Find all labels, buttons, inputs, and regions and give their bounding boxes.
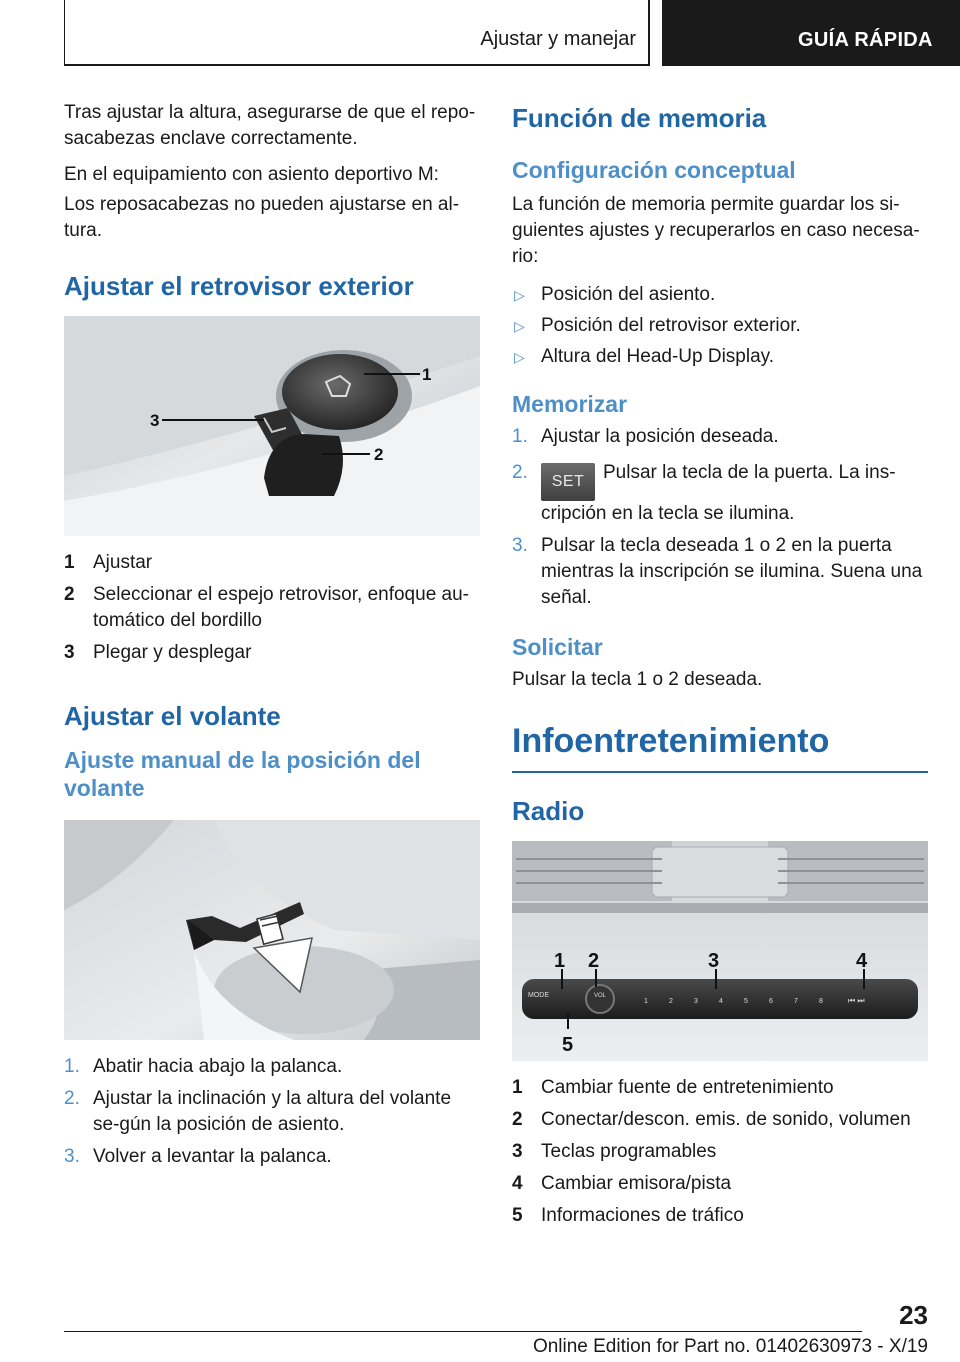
list-item: 1. Abatir hacia abajo la palanca. <box>64 1056 343 1077</box>
svg-text:⏮ ⏭: ⏮ ⏭ <box>848 996 865 1005</box>
bullet-triangle-icon: ▷ <box>514 349 525 365</box>
wheel-heading: Ajustar el volante <box>64 701 281 731</box>
radio-preset-1: 1 <box>644 998 648 1005</box>
radio-mode-label: MODE <box>528 992 549 999</box>
footer-edition: Online Edition for Part no. 01402630973 - X/19 <box>532 1336 928 1357</box>
section-title: Ajustar y manejar <box>480 28 636 50</box>
radio-preset-4: 4 <box>719 998 723 1005</box>
mirror-fig-label-3: 3 <box>150 411 160 430</box>
radio-preset-8: 8 <box>819 998 823 1005</box>
recall-paragraph: Pulsar la tecla 1 o 2 deseada. <box>512 669 763 690</box>
intro-paragraph-1: Tras ajustar la altura, asegurarse de que el repo-sacabezas enclave correctamente. <box>64 102 476 149</box>
concept-list <box>512 282 928 370</box>
radio-fig-label-3: 3 <box>708 950 720 972</box>
radio-preset-3: 3 <box>694 998 698 1005</box>
mirror-legend <box>64 550 480 666</box>
guide-title: GUÍA RÁPIDA <box>798 29 933 51</box>
radio-preset-7: 7 <box>794 998 798 1005</box>
list-item: ▷ Posición del asiento. <box>512 282 928 308</box>
radio-fig-label-4: 4 <box>856 950 868 972</box>
page-number: 23 <box>899 1300 928 1330</box>
memory-heading: Función de memoria <box>512 103 767 133</box>
concept-paragraph: La función de memoria permite guardar los si-guientes ajustes y recuperarlos en caso necesa-rio: <box>512 194 920 267</box>
list-item: 4 Cambiar emisora/pista <box>512 1173 732 1194</box>
right-column <box>512 100 928 1235</box>
concept-subheading: Configuración conceptual <box>512 157 796 183</box>
radio-heading: Radio <box>512 796 585 826</box>
radio-preset-5: 5 <box>744 998 748 1005</box>
mirror-figure <box>64 316 480 536</box>
store-subheading: Memorizar <box>512 391 628 417</box>
section-tab <box>64 0 650 66</box>
radio-figure <box>512 841 928 1061</box>
mirror-heading: Ajustar el retrovisor exterior <box>64 271 414 301</box>
intro-paragraph-3: Los reposacabezas no pueden ajustarse en al-tura. <box>64 194 460 241</box>
list-item: 2. SET Pulsar la tecla de la puerta. La ins-cripción en la tecla se ilumina. <box>512 462 896 524</box>
wheel-figure <box>64 820 480 1040</box>
list-item: 2 Conectar/descon. emis. de sonido, volumen <box>512 1109 911 1130</box>
radio-preset-6: 6 <box>769 998 773 1005</box>
list-item: 3 Teclas programables <box>512 1141 717 1162</box>
list-item: 1 Cambiar fuente de entretenimiento <box>512 1077 834 1098</box>
radio-vol-label: VOL <box>594 993 607 999</box>
footer-divider <box>64 1331 862 1332</box>
infotainment-heading: Infoentretenimiento <box>512 719 928 773</box>
list-item: ▷ Posición del retrovisor exterior. <box>512 313 928 339</box>
list-item: 1. Ajustar la posición deseada. <box>512 426 779 447</box>
list-item: 3 Plegar y desplegar <box>64 642 252 663</box>
wheel-subheading: Ajuste manual de la posición del volante <box>64 747 421 801</box>
radio-preset-2: 2 <box>669 998 673 1005</box>
radio-fig-label-2: 2 <box>588 950 600 972</box>
bullet-triangle-icon: ▷ <box>514 318 525 334</box>
list-item: ▷ Altura del Head-Up Display. <box>512 344 928 370</box>
list-item: 2 Seleccionar el espejo retrovisor, enfoque au-tomático del bordillo <box>64 584 470 631</box>
list-item: 5 Informaciones de tráfico <box>512 1205 744 1226</box>
store-steps <box>512 424 928 611</box>
recall-subheading: Solicitar <box>512 634 603 660</box>
wheel-steps <box>64 1054 480 1170</box>
mirror-control-illustration <box>64 316 480 536</box>
list-item: 2. Ajustar la inclinación y la altura del volante se-gún la posición de asiento. <box>64 1088 452 1135</box>
intro-paragraph-2: En el equipamiento con asiento deportivo M: <box>64 164 439 185</box>
list-item: 1 Ajustar <box>64 552 153 573</box>
bullet-triangle-icon: ▷ <box>514 287 525 303</box>
mirror-fig-label-2: 2 <box>374 445 384 464</box>
guide-tab <box>662 0 960 66</box>
steering-lever-illustration <box>64 820 480 1040</box>
list-item: 3. Volver a levantar la palanca. <box>64 1146 332 1167</box>
page-header <box>0 0 960 66</box>
set-button-icon: SET <box>541 463 595 501</box>
radio-fig-label-5: 5 <box>562 1034 574 1056</box>
radio-fig-label-1: 1 <box>554 950 566 972</box>
left-column <box>64 100 480 1176</box>
radio-panel-illustration <box>512 841 928 1061</box>
radio-legend <box>512 1075 928 1229</box>
mirror-fig-label-1: 1 <box>422 365 432 384</box>
list-item: 3. Pulsar la tecla deseada 1 o 2 en la puerta mientras la inscripción se ilumina. Suena una señal. <box>512 535 923 608</box>
